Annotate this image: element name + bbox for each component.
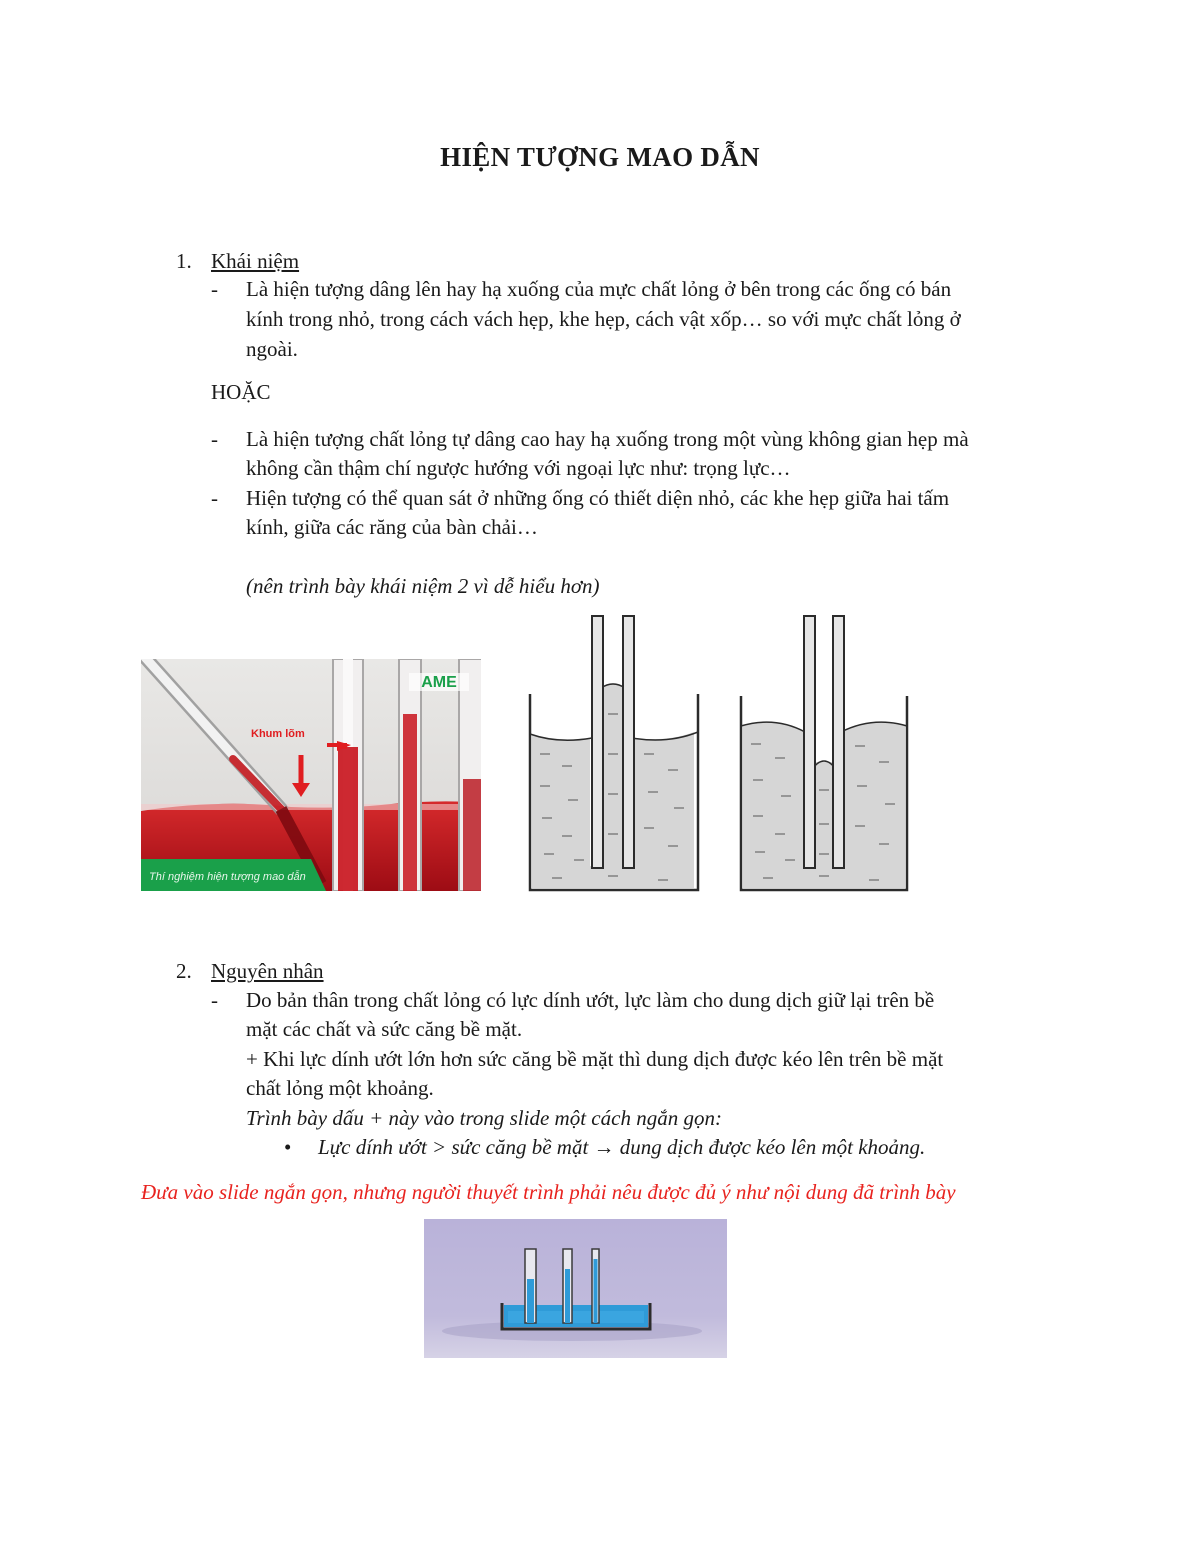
summary-bullet: Lực dính ướt > sức căng bề mặt → dung dịch được kéo lên một khoảng. [318,1135,926,1159]
def3-line-1: Hiện tượng có thể quan sát ở những ống có thiết diện nhỏ, các khe hẹp giữa hai tấm [246,486,950,510]
note-recommendation: (nên trình bày khái niệm 2 vì dễ hiểu hơn) [246,574,600,598]
section-2-number: 2. [176,959,192,983]
capillary-rise-diagram [528,614,700,892]
def2-line-2: không cần thậm chí ngược hướng với ngoại lực như: trọng lực… [246,456,791,480]
bullet-dash: - [211,988,218,1012]
cause-line-1: Do bản thân trong chất lỏng có lực dính ướt, lực làm cho dung dịch giữ lại trên bề [246,988,935,1012]
def3-line-2: kính, giữa các răng của bàn chải… [246,515,538,539]
bullet-dash: - [211,277,218,301]
def1-line-2: kính trong nhỏ, trong cách vách hẹp, khe hẹp, cách vật xốp… so với mực chất lỏng ở [246,307,961,331]
section-1-number: 1. [176,249,192,273]
page-title: HIỆN TƯỢNG MAO DẪN [440,142,760,172]
cause-line-3: + Khi lực dính ướt lớn hơn sức căng bề mặt thì dung dịch được kéo lên trên bề mặt [246,1047,944,1071]
cause-line-2: mặt các chất và sức căng bề mặt. [246,1017,523,1041]
meniscus-label: Khum lõm [251,728,305,740]
capillary-experiment-photo [141,659,481,891]
bullet-dash: - [211,486,218,510]
slide-instruction: Trình bày dấu + này vào trong slide một cách ngắn gọn: [246,1106,722,1130]
def1-line-3: ngoài. [246,337,298,361]
photo-caption: Thí nghiệm hiện tượng mao dẫn [149,871,306,883]
red-presenter-note: Đưa vào slide ngắn gọn, nhưng người thuyết trình phải nêu được đủ ý như nội dung đã trình bày [141,1180,956,1204]
cause-line-4: chất lỏng một khoảng. [246,1076,434,1100]
def2-line-1: Là hiện tượng chất lỏng tự dâng cao hay hạ xuống trong một vùng không gian hẹp mà [246,427,969,451]
capillary-drop-diagram [739,614,909,892]
section-2-heading: Nguyên nhân [211,959,324,983]
or-label: HOẶC [211,380,271,404]
section-1-heading: Khái niệm [211,249,300,273]
capillary-animation-frame [424,1219,727,1358]
bullet-dash: - [211,427,218,451]
def1-line-1: Là hiện tượng dâng lên hay hạ xuống của mực chất lỏng ở bên trong các ống có bán [246,277,952,301]
ame-logo: AME [421,674,457,691]
bullet-dot: • [284,1135,292,1159]
